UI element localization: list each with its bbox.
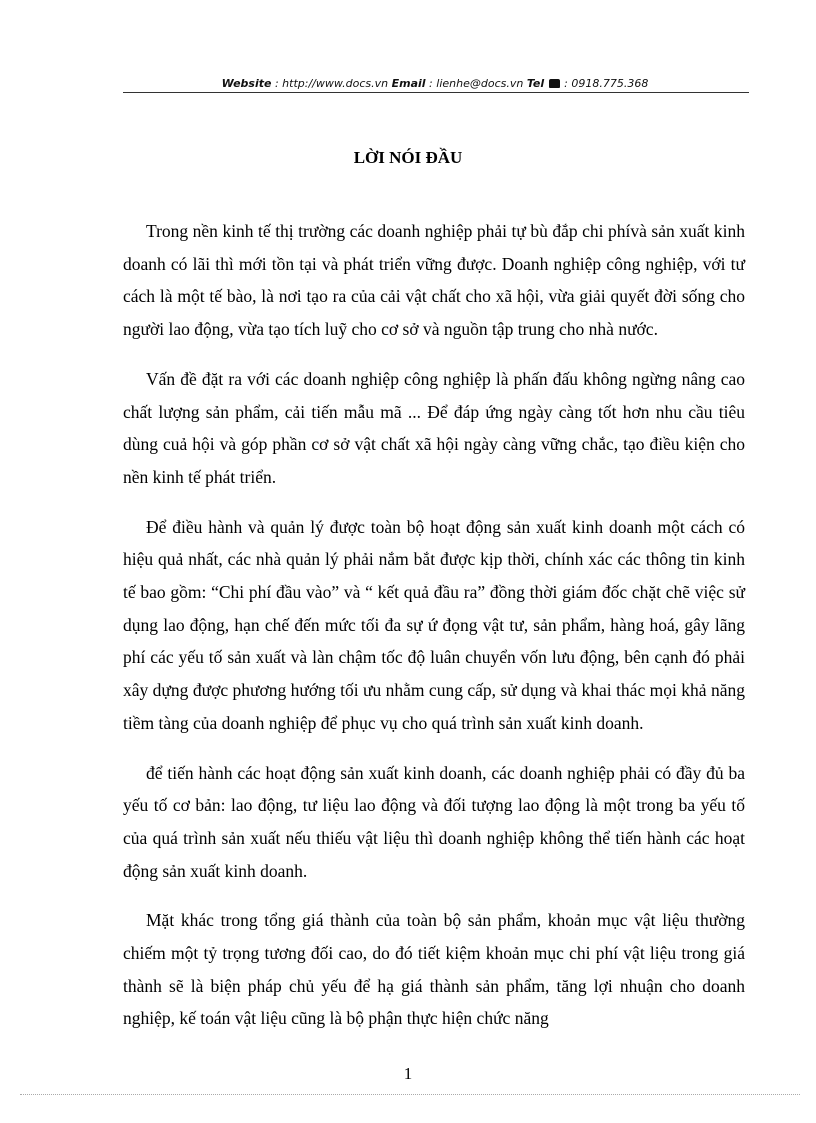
document-title: LỜI NÓI ĐẦU: [353, 148, 463, 167]
website-label: Website: [221, 77, 272, 90]
phone-icon: [549, 79, 560, 88]
tel-separator: :: [560, 77, 572, 90]
paragraph: để tiến hành các hoạt động sản xuất kinh doanh, các doanh nghiệp phải có đầy đủ ba yếu tố cơ bản: lao động, tư liệu lao động và đối tượng lao động là một trong ba yếu tố của quá trình sản xuất nếu thiếu vật liệu thì doanh nghiệp không thể tiến hành các hoạt động sản xuất kinh doanh.: [123, 762, 745, 881]
website-separator: :: [271, 77, 283, 90]
email-value: lienhe@docs.vn: [436, 77, 524, 90]
header-divider: [123, 92, 749, 93]
document-body: [123, 215, 745, 1052]
website-value: http://www.docs.vn: [282, 77, 389, 90]
paragraph: Để điều hành và quản lý được toàn bộ hoạt động sản xuất kinh doanh một cách có hiệu quả nhất, các nhà quản lý phải nắm bắt được kịp thời, chính xác các thông tin kinh tế bao gồm: “Chi phí đầu vào” và “ kết quả đầu ra” đồng thời giám đốc chặt chẽ việc sử dụng lao động, hạn chế đến mức tối đa sự ứ đọng vật tư, sản phẩm, hàng hoá, gây lãng phí các yếu tố sản xuất và làn chậm tốc độ luân chuyển vốn lưu động, bên cạnh đó phải xây dựng được phương hướng tối ưu nhằm cung cấp, sử dụng và khai thác mọi khả năng tiềm tàng của doanh nghiệp để phục vụ cho quá trình sản xuất kinh doanh.: [123, 516, 745, 733]
page-number: 1: [403, 1064, 413, 1083]
tel-value: 0918.775.368: [571, 77, 649, 90]
page-header: [123, 77, 747, 90]
tel-label: Tel: [526, 77, 545, 90]
footer-divider: [20, 1094, 800, 1095]
email-separator: :: [425, 77, 437, 90]
paragraph: Mặt khác trong tổng giá thành của toàn bộ sản phẩm, khoản mục vật liệu thường chiếm một tỷ trọng tương đối cao, do đó tiết kiệm khoản mục chi phí vật liệu trong giá thành sẽ là biện pháp chủ yếu để hạ giá thành sản phẩm, tăng lợi nhuận cho doanh nghiệp, kế toán vật liệu cũng là bộ phận thực hiện chức năng: [123, 910, 745, 1029]
paragraph: Vấn đề đặt ra với các doanh nghiệp công nghiệp là phấn đấu không ngừng nâng cao chất lượng sản phẩm, cải tiến mẫu mã ... Để đáp ứng ngày càng tốt hơn nhu cầu tiêu dùng cuả hội và góp phần cơ sở vật chất xã hội ngày càng vững chắc, tạo điều kiện cho nền kinh tế phát triển.: [123, 368, 745, 487]
email-label: Email: [391, 77, 426, 90]
paragraph: Trong nền kinh tế thị trường các doanh nghiệp phải tự bù đắp chi phívà sản xuất kinh doanh có lãi thì mới tồn tại và phát triển vững được. Doanh nghiệp công nghiệp, với tư cách là một tế bào, là nơi tạo ra của cải vật chất cho xã hội, vừa giải quyết đời sống cho người lao động, vừa tạo tích luỹ cho cơ sở và nguồn tập trung cho nhà nước.: [123, 221, 745, 340]
